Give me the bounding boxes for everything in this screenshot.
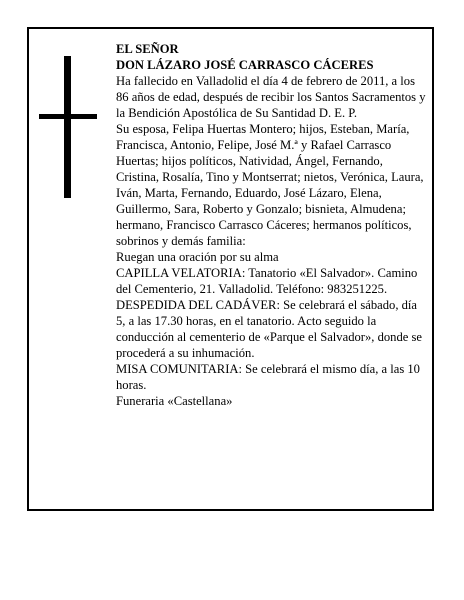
notice-text [116,41,426,409]
family-list: Su esposa, Felipa Huertas Montero; hijos, Esteban, María, Francisca, Antonio, Felipe, José M.ª y Rafael Carrasco Huertas; hijos políticos, Natividad, Ángel, Fernando, Cristina, Rosalía, Tino y Montserrat; nietos, Verónica, Laura, Iván, Marta, Fernando, Eduardo, José Lázaro, Elena, Guillermo, Sara, Roberto y Gonzalo; bisnieta, Almudena; hermano, Francisco Carrasco Cáceres; hermanos políticos, sobrinos y demás familia: [116,122,424,248]
cross-icon [39,56,97,198]
death-announcement: Ha fallecido en Valladolid el día 4 de febrero de 2011, a los 86 años de edad, después de recibir los Santos Sacramentos y la Bendición Apostólica de Su Santidad D. E. P. [116,74,426,120]
cross-horizontal-bar [39,114,97,119]
cross-vertical-bar [64,56,71,198]
chapel-info: CAPILLA VELATORIA: Tanatorio «El Salvador». Camino del Cementerio, 21. Valladolid. Teléfono: 983251225. [116,266,418,296]
funeral-home: Funeraria «Castellana» [116,394,233,408]
mass-info: MISA COMUNITARIA: Se celebrará el mismo día, a las 10 horas. [116,362,420,392]
notice-heading-name: DON LÁZARO JOSÉ CARRASCO CÁCERES [116,58,374,72]
obituary-notice [27,27,434,511]
prayer-request: Ruegan una oración por su alma [116,250,279,264]
farewell-info: DESPEDIDA DEL CADÁVER: Se celebrará el sábado, día 5, a las 17.30 horas, en el tanatorio. Acto seguido la conducción al cementerio de «Parque el Salvador», donde se procederá a su inhumación. [116,298,422,360]
notice-heading-title: EL SEÑOR [116,42,179,56]
